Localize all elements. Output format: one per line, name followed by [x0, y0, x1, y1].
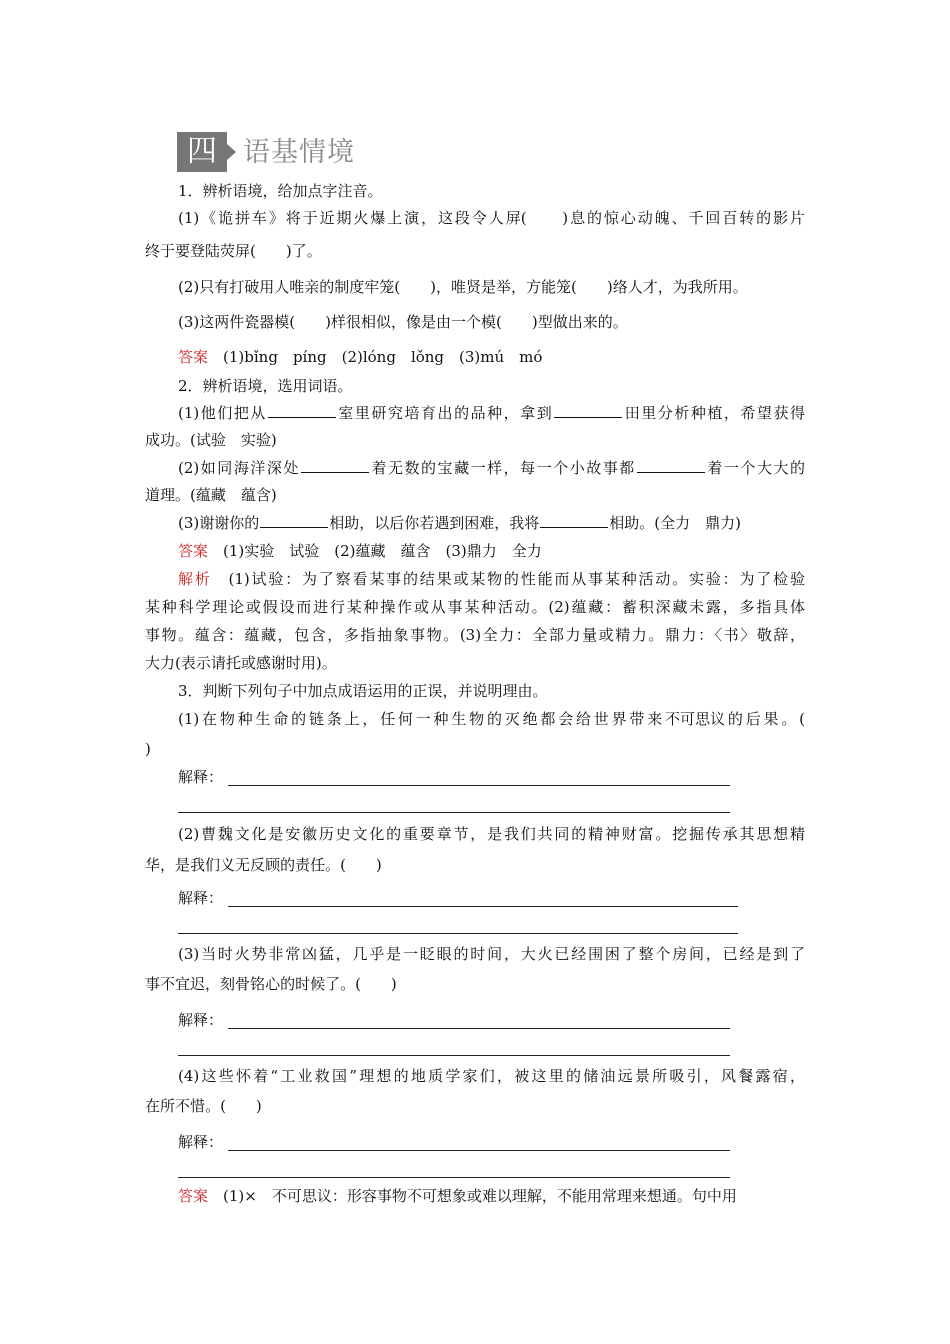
emphasis-char: 义: [220, 856, 236, 874]
explain-label: 解释：: [178, 1133, 224, 1151]
emphasis-char: 议: [710, 710, 726, 728]
fill-blank[interactable]: [301, 457, 369, 473]
fill-blank[interactable]: [260, 512, 328, 528]
fill-blank[interactable]: [268, 402, 336, 418]
emphasis-char: 思: [695, 710, 711, 728]
fill-blank[interactable]: [637, 457, 705, 473]
badge-arrow: [227, 144, 236, 160]
q3-item-2: (2)曹魏文化是安徽历史文化的重要章节，是我们共同的精神财富。挖掘传承其思想精: [178, 825, 805, 843]
explain-label: 解释：: [178, 1011, 224, 1029]
q2-analysis-line-2: 某种科学理论或假设而进行某种操作或从事某种活动。(2)蕴藏：蓄积深藏未露，多指具体: [145, 598, 805, 616]
q2-sentence-1: (1)他们把从 室里研究培育出的品种，拿到 田里分析种植，希望获得: [178, 404, 805, 422]
q3-title: 3．判断下列句子中加点成语运用的正误，并说明理由。: [178, 682, 548, 700]
emphasis-char: 反: [250, 856, 266, 874]
q2-sentence-2-cont: 道理。(蕴藏 蕴含): [145, 486, 277, 504]
fill-blank[interactable]: [554, 402, 622, 418]
q3-item-4: (4)这些怀着“工业救国”理想的地质学家们，被这里的储油远景所吸引，风餐露宿，: [178, 1067, 805, 1085]
q1-sentence-1-cont: 终于要登陆荧屏( )了。: [145, 242, 322, 260]
q2-answer: 答案 (1)实验 试验 (2)蕴藏 蕴含 (3)鼎力 全力: [178, 542, 542, 560]
emphasis-char: 模: [274, 313, 290, 331]
answer-line[interactable]: [178, 1055, 730, 1056]
emphasis-char: 刻: [220, 975, 236, 993]
q3-item-3: (3)当时火势非常凶猛，几乎是一眨眼的时间，大火已经围困了整个房间，已经是到了: [178, 945, 805, 963]
q3-item-1-cont: ): [145, 740, 151, 758]
emphasis-char: 不: [175, 1097, 191, 1115]
answer-line[interactable]: [228, 1150, 730, 1151]
emphasis-char: 心: [265, 975, 281, 993]
emphasis-char: 屏: [505, 209, 521, 227]
answer-line[interactable]: [228, 785, 730, 786]
answer-label: 答案: [178, 542, 209, 560]
emphasis-char: 不: [665, 710, 681, 728]
answer-line[interactable]: [178, 812, 730, 813]
q1-sentence-2: (2)只有打破用人唯亲的制度牢笼( )，唯贤是举，方能笼( )络人才，为我所用。: [178, 278, 748, 296]
emphasis-char: 在: [145, 1097, 161, 1115]
emphasis-char: 笼: [379, 278, 395, 296]
q1-sentence-1: (1)《诡拼车》将于近期火爆上演，这段令人屏( )息的惊心动魄、千回百转的影片: [178, 209, 805, 227]
q3-item-1: (1)在物种生命的链条上，任何一种生物的灭绝都会给世界带来不可思议的后果。(: [178, 710, 805, 728]
q3-answer: 答案 (1)× 不可思议：形容事物不可想象或难以理解，不能用常理来想通。句中用: [178, 1187, 737, 1205]
q3-item-4-cont: 在所不惜。( ): [145, 1097, 262, 1115]
answer-line[interactable]: [178, 933, 738, 934]
answer-label: 答案: [178, 1187, 209, 1205]
section-number-badge: 四: [177, 132, 227, 172]
emphasis-char: 骨: [235, 975, 251, 993]
emphasis-char: 铭: [250, 975, 266, 993]
answer-label: 答案: [178, 348, 209, 366]
explain-label: 解释：: [178, 768, 224, 786]
emphasis-char: 笼: [555, 278, 571, 296]
answer-line[interactable]: [178, 1177, 730, 1178]
q2-sentence-3: (3)谢谢你的 相助，以后你若遇到困难，我将 相助。(全力 鼎力): [178, 514, 741, 532]
emphasis-char: 屏: [235, 242, 251, 260]
emphasis-char: 模: [480, 313, 496, 331]
q1-title: 1．辨析语境，给加点字注音。: [178, 182, 383, 200]
emphasis-char: 惜: [190, 1097, 206, 1115]
emphasis-char: 可: [680, 710, 696, 728]
q3-item-3-cont: 事不宜迟，刻骨铭心的时候了。( ): [145, 975, 397, 993]
q1-sentence-3: (3)这两件瓷器模( )样很相似，像是由一个模( )型做出来的。: [178, 313, 628, 331]
q2-title: 2．辨析语境，选用词语。: [178, 377, 353, 395]
analysis-label: 解析: [178, 570, 212, 588]
q3-item-2-cont: 华，是我们义无反顾的责任。( ): [145, 856, 382, 874]
q1-answer: 答案 (1)bǐng píng (2)lóng lǒng (3)mú mó: [178, 348, 543, 366]
q2-sentence-1-cont: 成功。(试验 实验): [145, 431, 277, 449]
answer-line[interactable]: [228, 906, 738, 907]
emphasis-char: 所: [160, 1097, 176, 1115]
q2-sentence-2: (2)如同海洋深处 着无数的宝藏一样，每一个小故事都 着一个大大的: [178, 459, 805, 477]
explain-label: 解释：: [178, 889, 224, 907]
q2-analysis-line-3: 事物。蕴含：蕴藏，包含，多指抽象事物。(3)全力：全部力量或精力。鼎力：〈书〉敬辞，: [145, 626, 805, 644]
q2-analysis-line-4: 大力(表示请托或感谢时用)。: [145, 654, 337, 672]
q2-analysis-line-1: 解析 (1)试验：为了察看某事的结果或某物的性能而从事某种活动。实验：为了检验: [178, 570, 805, 588]
section-title: 语基情境: [243, 137, 355, 168]
emphasis-char: 无: [235, 856, 251, 874]
fill-blank[interactable]: [540, 512, 608, 528]
answer-line[interactable]: [228, 1028, 730, 1029]
emphasis-char: 顾: [265, 856, 281, 874]
